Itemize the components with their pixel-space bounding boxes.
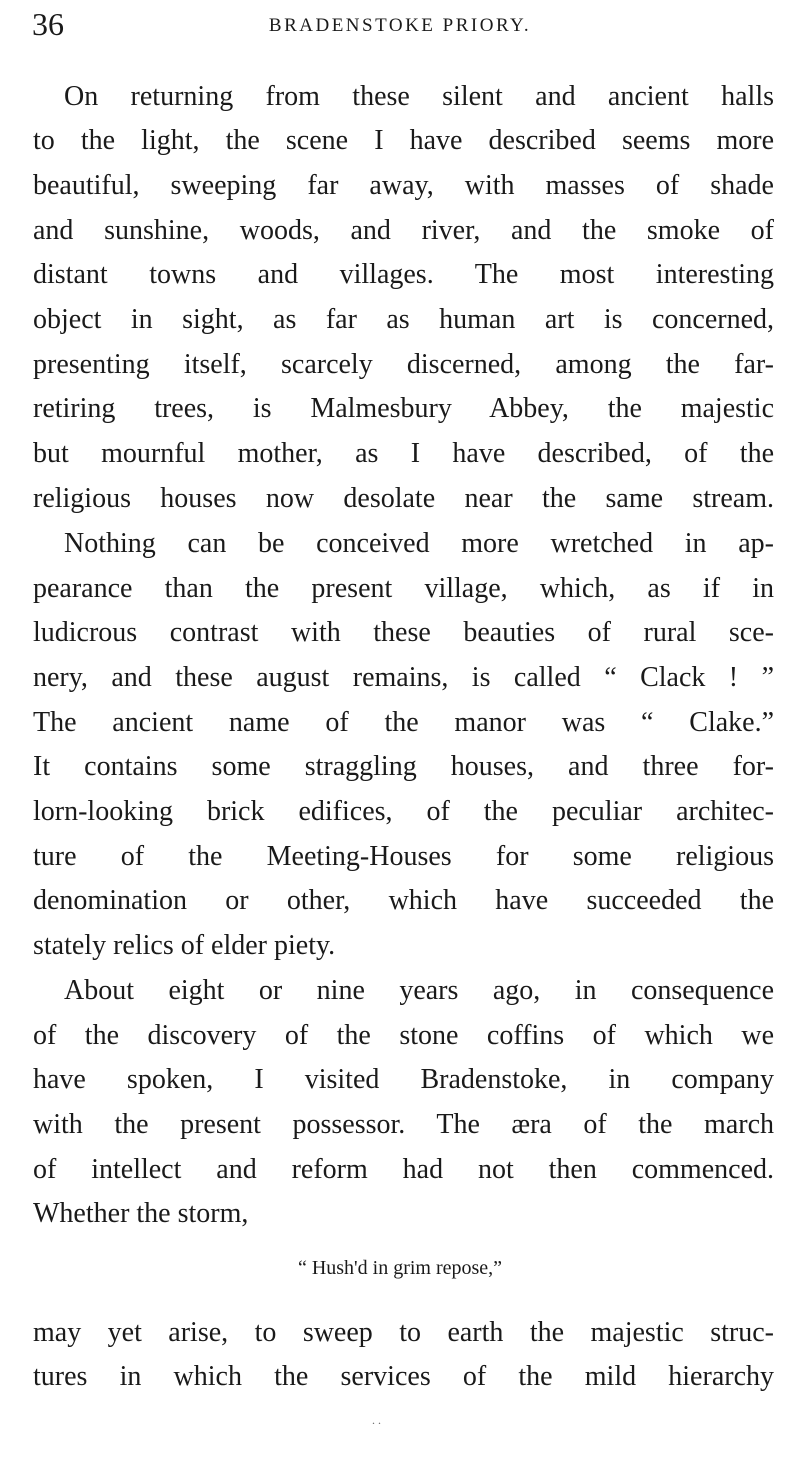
text-line: have spoken, I visited Bradenstoke, in company bbox=[33, 1064, 774, 1095]
text-line: It contains some straggling houses, and three for- bbox=[33, 751, 774, 782]
running-title: BRADENSTOKE PRIORY. bbox=[268, 15, 532, 36]
text-line: ture of the Meeting-Houses for some religious bbox=[33, 841, 774, 872]
text-line: nery, and these august remains, is called “ Clack ! ” bbox=[33, 662, 774, 693]
block-quote: “ Hush'd in grim repose,” bbox=[297, 1257, 503, 1279]
text-line: denomination or other, which have succeeded the bbox=[33, 885, 774, 916]
text-line: Whether the storm, bbox=[33, 1198, 249, 1229]
text-line: beautiful, sweeping far away, with masses of shade bbox=[33, 170, 774, 201]
page-number: 36 bbox=[32, 6, 64, 42]
text-line: On returning from these silent and ancient halls bbox=[64, 81, 774, 112]
text-line: and sunshine, woods, and river, and the smoke of bbox=[33, 215, 774, 246]
text-line: stately relics of elder piety. bbox=[33, 930, 336, 961]
text-line: may yet arise, to sweep to earth the majestic struc- bbox=[33, 1317, 774, 1348]
text-line: but mournful mother, as I have described, of the bbox=[33, 438, 774, 469]
print-specks: . . bbox=[372, 1413, 381, 1427]
text-line: pearance than the present village, which, as if in bbox=[33, 573, 774, 604]
text-line: of the discovery of the stone coffins of which we bbox=[33, 1020, 774, 1051]
text-line: retiring trees, is Malmesbury Abbey, the majestic bbox=[33, 393, 774, 424]
text-line: lorn-looking brick edifices, of the peculiar architec- bbox=[33, 796, 774, 827]
text-line: About eight or nine years ago, in consequence bbox=[64, 975, 774, 1006]
text-line: presenting itself, scarcely discerned, among the far- bbox=[33, 349, 774, 380]
text-line: tures in which the services of the mild hierarchy bbox=[33, 1361, 774, 1392]
text-line: religious houses now desolate near the same stream. bbox=[33, 483, 774, 514]
text-line: ludicrous contrast with these beauties of rural sce- bbox=[33, 617, 774, 648]
text-line: The ancient name of the manor was “ Clake.” bbox=[33, 707, 774, 738]
text-line: object in sight, as far as human art is concerned, bbox=[33, 304, 774, 335]
text-line: of intellect and reform had not then commenced. bbox=[33, 1154, 774, 1185]
text-line: distant towns and villages. The most interesting bbox=[33, 259, 774, 290]
text-line: Nothing can be conceived more wretched in ap- bbox=[64, 528, 774, 559]
text-line: with the present possessor. The æra of the march bbox=[33, 1109, 774, 1140]
text-line: to the light, the scene I have described seems more bbox=[33, 125, 774, 156]
